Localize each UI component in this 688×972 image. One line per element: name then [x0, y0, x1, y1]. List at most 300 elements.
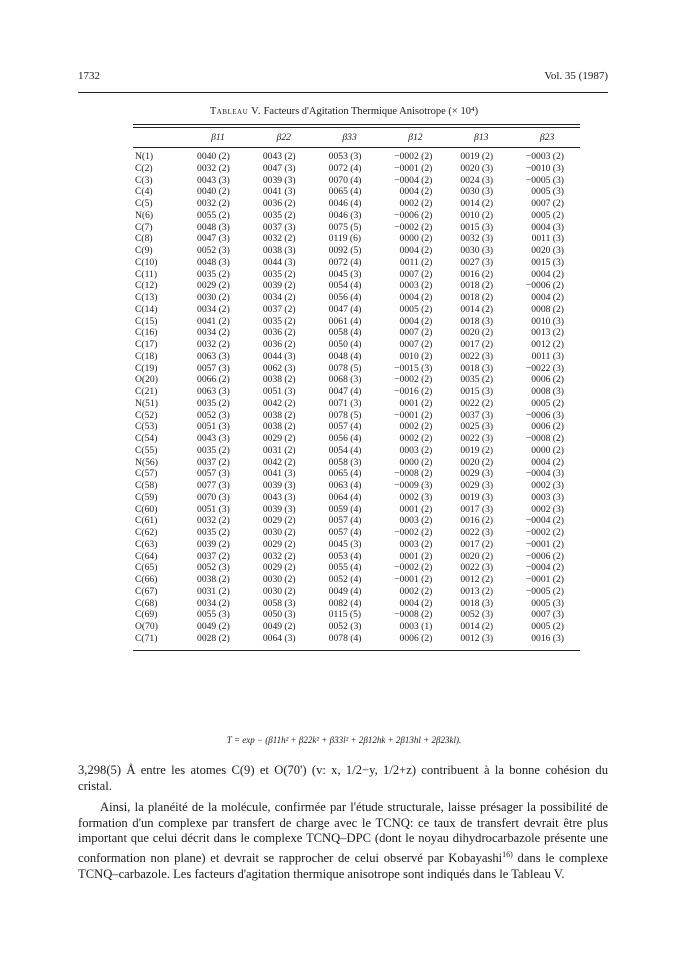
table-cell: 0070 (4)	[328, 174, 362, 186]
atom-label-cell: C(57)	[135, 468, 158, 480]
table-cell: 0004 (3)	[531, 221, 564, 233]
table-cell: 0034 (2)	[262, 292, 296, 303]
table-row	[133, 148, 580, 163]
table-cell: −0006 (2)	[525, 550, 564, 562]
table-cell: 0055 (3)	[197, 609, 230, 621]
atom-label-cell: C(5)	[135, 198, 153, 209]
atom-label-cell: N(6)	[135, 209, 154, 221]
table-cell: 0078 (5)	[328, 362, 362, 374]
atom-label-cell: C(9)	[135, 245, 153, 256]
table-cell: 0006 (2)	[531, 421, 564, 433]
table-row	[133, 339, 580, 351]
table-cell: 0029 (2)	[262, 538, 296, 550]
table-cell: 0039 (3)	[262, 480, 296, 491]
table-cell: 0035 (2)	[197, 444, 230, 456]
table-cell: 0003 (2)	[399, 538, 433, 550]
table-cell: 0068 (3)	[328, 374, 362, 386]
atom-label-cell: C(67)	[135, 585, 158, 597]
table-cell: 0013 (2)	[531, 327, 564, 339]
table-cell: 0044 (3)	[262, 350, 296, 362]
table-cell: 0058 (4)	[328, 327, 362, 339]
table-cell: 0014 (2)	[460, 198, 494, 209]
table-cell: 0020 (3)	[460, 162, 494, 174]
table-cell: −0010 (3)	[525, 162, 564, 174]
table-cell: 0004 (2)	[531, 268, 564, 280]
table-cell: 0022 (2)	[460, 397, 494, 409]
table-cell: 0051 (3)	[262, 386, 296, 397]
table-cell: 0082 (4)	[328, 597, 362, 609]
table-cell: 0030 (3)	[460, 186, 494, 198]
table-cell: 0057 (4)	[328, 515, 362, 527]
header-rule	[78, 92, 608, 93]
table-cell: 0057 (4)	[328, 421, 362, 433]
table-cell: 0002 (2)	[399, 421, 433, 433]
table-cell: 0037 (2)	[197, 456, 230, 468]
table-cell: 0020 (2)	[460, 456, 494, 468]
table-cell: 0055 (4)	[328, 562, 362, 574]
table-cell: 0019 (3)	[460, 491, 494, 503]
table-cell: 0000 (2)	[399, 233, 433, 245]
atom-label-cell: C(2)	[135, 162, 153, 174]
column-header: β11	[211, 132, 225, 143]
table-caption	[0, 106, 688, 117]
table-cell: 0039 (3)	[262, 503, 296, 515]
thermal-factors-table-wrap	[133, 124, 580, 651]
table-cell: 0032 (2)	[197, 339, 230, 350]
table-cell: 0056 (4)	[328, 292, 362, 303]
table-cell: 0057 (4)	[328, 527, 362, 538]
table-cell: 0034 (2)	[197, 327, 230, 339]
table-cell: −0008 (2)	[394, 609, 433, 621]
table-cell: −0001 (2)	[394, 162, 433, 174]
table-cell: 0016 (2)	[460, 515, 494, 527]
table-row	[133, 574, 580, 586]
table-cell: 0032 (3)	[460, 233, 494, 245]
table-cell: 0004 (2)	[531, 456, 564, 468]
table-body	[133, 148, 580, 645]
page-number: 1732	[78, 70, 100, 82]
table-cell: 0018 (3)	[460, 362, 494, 374]
table-cell: 0015 (3)	[460, 386, 494, 397]
paragraph-text: dans le complexe TCNQ–carbazole. Les facteurs d'agitation thermique anisotrope sont indiqués dans le Tableau V.	[78, 851, 608, 881]
table-cell: 0002 (3)	[399, 491, 433, 503]
table-cell: 0047 (3)	[262, 162, 296, 174]
table-cell: 0011 (3)	[531, 350, 564, 362]
table-cell: 0019 (2)	[460, 444, 494, 456]
table-cell: 0042 (2)	[262, 456, 296, 468]
atom-label-cell: C(13)	[135, 292, 158, 303]
table-cell: −0005 (2)	[525, 585, 564, 597]
atom-label-cell: C(18)	[135, 350, 158, 362]
reference-superscript: 16)	[502, 849, 513, 859]
table-cell: 0005 (3)	[531, 597, 564, 609]
table-cell: 0048 (4)	[328, 350, 362, 362]
table-cell: 0016 (3)	[531, 632, 564, 644]
atom-label-cell: C(4)	[135, 186, 153, 198]
table-cell: 0004 (2)	[399, 315, 433, 327]
table-cell: 0046 (3)	[328, 209, 362, 221]
table-cell: 0053 (4)	[328, 550, 362, 562]
table-cell: −0006 (3)	[525, 409, 564, 421]
table-row	[133, 363, 580, 375]
body-paragraph	[78, 800, 608, 882]
table-cell: 0040 (2)	[197, 151, 230, 162]
table-cell: 0063 (4)	[328, 480, 362, 491]
table-cell: 0064 (4)	[328, 491, 362, 503]
table-row	[133, 175, 580, 187]
table-cell: 0019 (2)	[460, 151, 494, 162]
table-cell: 0035 (2)	[460, 374, 494, 386]
table-cell: 0038 (2)	[197, 574, 230, 585]
atom-label-cell: C(54)	[135, 433, 158, 444]
table-row	[133, 257, 580, 269]
table-cell: 0063 (3)	[197, 350, 230, 362]
table-cell: 0004 (2)	[399, 245, 433, 256]
table-cell: 0040 (2)	[197, 186, 230, 198]
table-cell: 0052 (4)	[328, 574, 362, 585]
table-cell: 0003 (2)	[399, 444, 433, 456]
table-cell: 0065 (4)	[328, 468, 362, 480]
column-header-atom	[133, 128, 185, 147]
table-cell: 0017 (3)	[460, 503, 494, 515]
atom-label-cell: C(60)	[135, 503, 158, 515]
table-row	[133, 163, 580, 175]
table-cell: 0013 (2)	[460, 585, 494, 597]
column-header: β12	[408, 132, 423, 143]
table-cell: 0059 (4)	[328, 503, 362, 515]
table-cell: 0020 (2)	[460, 550, 494, 562]
table-cell: −0002 (2)	[394, 527, 433, 538]
table-cell: 0029 (2)	[262, 515, 296, 527]
atom-label-cell: C(62)	[135, 527, 158, 538]
table-cell: 0006 (2)	[531, 374, 564, 386]
table-row	[133, 562, 580, 574]
table-cell: −0008 (2)	[394, 468, 433, 480]
atom-label-cell: C(10)	[135, 256, 158, 268]
table-cell: 0014 (2)	[460, 303, 494, 315]
table-cell: 0038 (2)	[262, 409, 296, 421]
table-cell: 0115 (5)	[328, 609, 362, 621]
table-cell: 0001 (2)	[399, 397, 433, 409]
table-cell: 0001 (2)	[399, 550, 433, 562]
column-header: β22	[276, 132, 291, 143]
table-cell: −0002 (2)	[394, 374, 433, 386]
table-cell: 0046 (4)	[328, 198, 362, 209]
table-cell: 0030 (2)	[262, 574, 296, 585]
table-cell: 0029 (3)	[460, 480, 494, 491]
table-cell: 0062 (3)	[262, 362, 296, 374]
table-cell: 0031 (2)	[197, 585, 230, 597]
table-cell: 0035 (2)	[262, 209, 296, 221]
table-cell: 0050 (4)	[328, 339, 362, 350]
table-cell: 0032 (2)	[262, 550, 296, 562]
table-row	[133, 445, 580, 457]
table-cell: 0018 (3)	[460, 315, 494, 327]
table-cell: 0058 (3)	[262, 597, 296, 609]
table-cell: −0004 (2)	[394, 174, 433, 186]
table-row	[133, 327, 580, 339]
table-cell: 0011 (2)	[399, 256, 433, 268]
table-cell: 0022 (3)	[460, 562, 494, 574]
table-row	[133, 386, 580, 398]
atom-label-cell: C(71)	[135, 632, 158, 644]
table-cell: 0005 (2)	[531, 397, 564, 409]
table-cell: 0036 (2)	[262, 198, 296, 209]
column-header: β23	[539, 132, 555, 143]
atom-label-cell: C(15)	[135, 315, 158, 327]
table-cell: 0002 (2)	[399, 198, 433, 209]
table-cell: 0016 (2)	[460, 268, 494, 280]
table-cell: 0065 (4)	[328, 186, 362, 198]
table-cell: 0052 (3)	[197, 409, 230, 421]
table-cell: 0048 (3)	[197, 256, 230, 268]
table-cell: 0015 (3)	[460, 221, 494, 233]
table-row	[133, 292, 580, 304]
atom-label-cell: C(17)	[135, 339, 158, 350]
table-cell: 0049 (4)	[328, 585, 362, 597]
atom-label-cell: O(20)	[135, 374, 158, 386]
table-cell: 0012 (3)	[460, 632, 494, 644]
table-cell: 0029 (2)	[262, 433, 296, 444]
table-cell: 0007 (2)	[399, 268, 433, 280]
table-row	[133, 480, 580, 492]
table-cell: 0035 (2)	[197, 268, 230, 280]
atom-label-cell: C(3)	[135, 174, 153, 186]
table-cell: 0032 (2)	[197, 162, 230, 174]
table-cell: −0008 (2)	[525, 433, 564, 444]
table-cell: 0027 (3)	[460, 256, 494, 268]
table-cell: −0004 (2)	[525, 515, 564, 527]
table-cell: −0001 (2)	[394, 409, 433, 421]
table-row	[133, 351, 580, 363]
table-row	[133, 433, 580, 445]
table-cell: 0030 (2)	[262, 585, 296, 597]
table-cell: 0003 (3)	[531, 491, 564, 503]
table-cell: 0049 (2)	[197, 621, 230, 632]
table-cell: 0047 (4)	[328, 386, 362, 397]
table-cell: 0015 (3)	[531, 256, 564, 268]
table-row	[133, 210, 580, 222]
table-row	[133, 633, 580, 645]
table-cell: −0002 (2)	[394, 221, 433, 233]
thermal-factors-table	[133, 128, 580, 645]
table-cell: 0052 (3)	[197, 562, 230, 574]
table-cell: 0028 (2)	[197, 632, 230, 644]
table-cell: 0014 (2)	[460, 621, 494, 632]
table-cell: 0035 (2)	[262, 268, 296, 280]
table-cell: −0002 (2)	[525, 527, 564, 538]
atom-label-cell: C(59)	[135, 491, 158, 503]
table-cell: −0004 (3)	[525, 468, 564, 480]
atom-label-cell: C(64)	[135, 550, 158, 562]
table-cell: 0057 (3)	[197, 362, 230, 374]
atom-label-cell: C(65)	[135, 562, 158, 574]
table-cell: 0035 (2)	[197, 397, 230, 409]
table-cell: 0004 (2)	[399, 186, 433, 198]
table-cell: 0003 (1)	[399, 621, 433, 632]
table-row	[133, 598, 580, 610]
paragraph-text: Ainsi, la planéité de la molécule, confirmée par l'étude structurale, laisse présager la possibilité de formation d'un complexe par transfert de charge avec le TCNQ: ce taux de transfert devrait être plus important que celui décrit dans le complexe TCNQ–DPC (dont le noyau dihydrocarbazole présente une conformation non plane) et devrait se rapprocher de celui observé par Kobayashi	[78, 800, 608, 866]
table-cell: 0043 (3)	[262, 491, 296, 503]
table-cell: −0004 (2)	[525, 562, 564, 574]
table-cell: 0004 (2)	[399, 597, 433, 609]
table-cell: 0043 (2)	[262, 151, 296, 162]
table-cell: 0030 (2)	[262, 527, 296, 538]
table-cell: 0078 (4)	[328, 632, 362, 644]
table-cell: 0119 (6)	[328, 233, 362, 245]
table-cell: −0001 (2)	[394, 574, 433, 585]
table-row	[133, 269, 580, 281]
table-cell: 0036 (2)	[262, 327, 296, 339]
table-cell: 0047 (3)	[197, 233, 230, 245]
table-cell: 0002 (3)	[531, 480, 564, 491]
table-caption-label: Tableau V.	[209, 106, 261, 117]
table-cell: −0009 (3)	[394, 480, 433, 491]
table-row	[133, 515, 580, 527]
table-cell: 0022 (3)	[460, 527, 494, 538]
table-cell: 0044 (3)	[262, 256, 296, 268]
table-cell: 0006 (2)	[399, 632, 433, 644]
table-cell: 0052 (3)	[197, 245, 230, 256]
table-cell: 0037 (3)	[460, 409, 494, 421]
table-cell: 0007 (2)	[531, 198, 564, 209]
table-cell: 0018 (2)	[460, 280, 494, 292]
table-cell: 0002 (2)	[399, 433, 433, 444]
table-caption-text: Facteurs d'Agitation Thermique Anisotrope (× 10⁴)	[263, 106, 479, 117]
table-row	[133, 245, 580, 257]
table-cell: 0001 (2)	[399, 503, 433, 515]
table-cell: 0078 (5)	[328, 409, 362, 421]
table-cell: 0072 (4)	[328, 256, 362, 268]
table-cell: 0007 (2)	[399, 327, 433, 339]
table-row	[133, 492, 580, 504]
table-cell: 0055 (2)	[197, 209, 230, 221]
table-cell: 0038 (3)	[262, 245, 296, 256]
table-cell: 0032 (2)	[197, 515, 230, 527]
table-row	[133, 316, 580, 328]
table-cell: 0042 (2)	[262, 397, 296, 409]
table-row	[133, 457, 580, 469]
table-cell: 0034 (2)	[197, 303, 230, 315]
table-cell: 0045 (3)	[328, 538, 362, 550]
table-cell: 0043 (3)	[197, 174, 230, 186]
table-cell: 0045 (3)	[328, 268, 362, 280]
table-row	[133, 280, 580, 292]
table-cell: 0037 (2)	[262, 303, 296, 315]
table-cell: 0011 (3)	[531, 233, 564, 245]
table-cell: −0001 (2)	[525, 574, 564, 585]
table-cell: 0072 (4)	[328, 162, 362, 174]
table-cell: 0005 (2)	[399, 303, 433, 315]
atom-label-cell: C(68)	[135, 597, 158, 609]
table-row	[133, 539, 580, 551]
table-row	[133, 186, 580, 198]
table-cell: 0004 (2)	[531, 292, 564, 303]
table-row	[133, 621, 580, 633]
table-row	[133, 398, 580, 410]
table-cell: 0000 (2)	[399, 456, 433, 468]
table-cell: 0036 (2)	[262, 339, 296, 350]
table-cell: 0063 (3)	[197, 386, 230, 397]
table-cell: 0018 (2)	[460, 292, 494, 303]
table-cell: 0056 (4)	[328, 433, 362, 444]
table-formula: T = exp − (β11h² + β22k² + β33l² + 2β12hk + 2β13hl + 2β23kl).	[226, 735, 462, 745]
table-row	[133, 222, 580, 234]
table-cell: 0010 (3)	[531, 315, 564, 327]
table-cell: 0038 (2)	[262, 421, 296, 433]
column-header: β13	[474, 132, 489, 143]
column-header: β33	[342, 132, 357, 143]
table-cell: 0020 (2)	[460, 327, 494, 339]
table-cell: 0038 (2)	[262, 374, 296, 386]
journal-volume: Vol. 35 (1987)	[544, 70, 608, 82]
table-cell: 0050 (3)	[262, 609, 296, 621]
table-cell: 0039 (2)	[262, 280, 296, 292]
table-row	[133, 468, 580, 480]
table-cell: 0017 (2)	[460, 538, 494, 550]
table-cell: 0070 (3)	[197, 491, 230, 503]
table-cell: 0035 (2)	[197, 527, 230, 538]
table-cell: 0002 (2)	[399, 585, 433, 597]
table-cell: 0010 (2)	[460, 209, 494, 221]
atom-label-cell: C(8)	[135, 233, 153, 245]
table-cell: 0029 (2)	[197, 280, 230, 292]
atom-label-cell: C(66)	[135, 574, 158, 585]
table-cell: −0022 (3)	[525, 362, 564, 374]
table-cell: −0006 (2)	[394, 209, 433, 221]
table-row	[133, 233, 580, 245]
table-cell: 0008 (2)	[531, 303, 564, 315]
table-cell: 0012 (2)	[531, 339, 564, 350]
table-cell: 0037 (3)	[262, 221, 296, 233]
table-cell: 0022 (3)	[460, 350, 494, 362]
table-cell: 0071 (3)	[328, 397, 362, 409]
table-cell: 0092 (5)	[328, 245, 362, 256]
table-cell: 0039 (3)	[262, 174, 296, 186]
table-cell: 0025 (3)	[460, 421, 494, 433]
atom-label-cell: C(14)	[135, 303, 158, 315]
table-cell: 0002 (3)	[531, 503, 564, 515]
table-cell: 0034 (2)	[197, 597, 230, 609]
table-cell: −0002 (2)	[394, 562, 433, 574]
table-cell: −0001 (2)	[525, 538, 564, 550]
atom-label-cell: C(7)	[135, 221, 153, 233]
atom-label-cell: C(16)	[135, 327, 158, 339]
table-cell: 0030 (3)	[460, 245, 494, 256]
table-row	[133, 410, 580, 422]
table-cell: 0005 (2)	[531, 621, 564, 632]
table-cell: −0002 (2)	[394, 151, 433, 162]
table-cell: 0003 (2)	[399, 515, 433, 527]
table-cell: 0004 (2)	[399, 292, 433, 303]
atom-label-cell: C(19)	[135, 362, 158, 374]
table-cell: −0003 (2)	[525, 151, 564, 162]
table-row	[133, 504, 580, 516]
atom-label-cell: C(69)	[135, 609, 158, 621]
table-cell: 0041 (2)	[197, 315, 230, 327]
table-cell: 0020 (3)	[531, 245, 564, 256]
table-cell: 0051 (3)	[197, 503, 230, 515]
table-cell: 0022 (3)	[460, 433, 494, 444]
table-cell: 0039 (2)	[197, 538, 230, 550]
table-cell: 0018 (3)	[460, 597, 494, 609]
body-text	[78, 763, 608, 882]
atom-label-cell: C(63)	[135, 538, 158, 550]
table-row	[133, 374, 580, 386]
atom-label-cell: C(52)	[135, 409, 158, 421]
table-bottom-rule	[133, 650, 580, 651]
table-cell: 0017 (2)	[460, 339, 494, 350]
